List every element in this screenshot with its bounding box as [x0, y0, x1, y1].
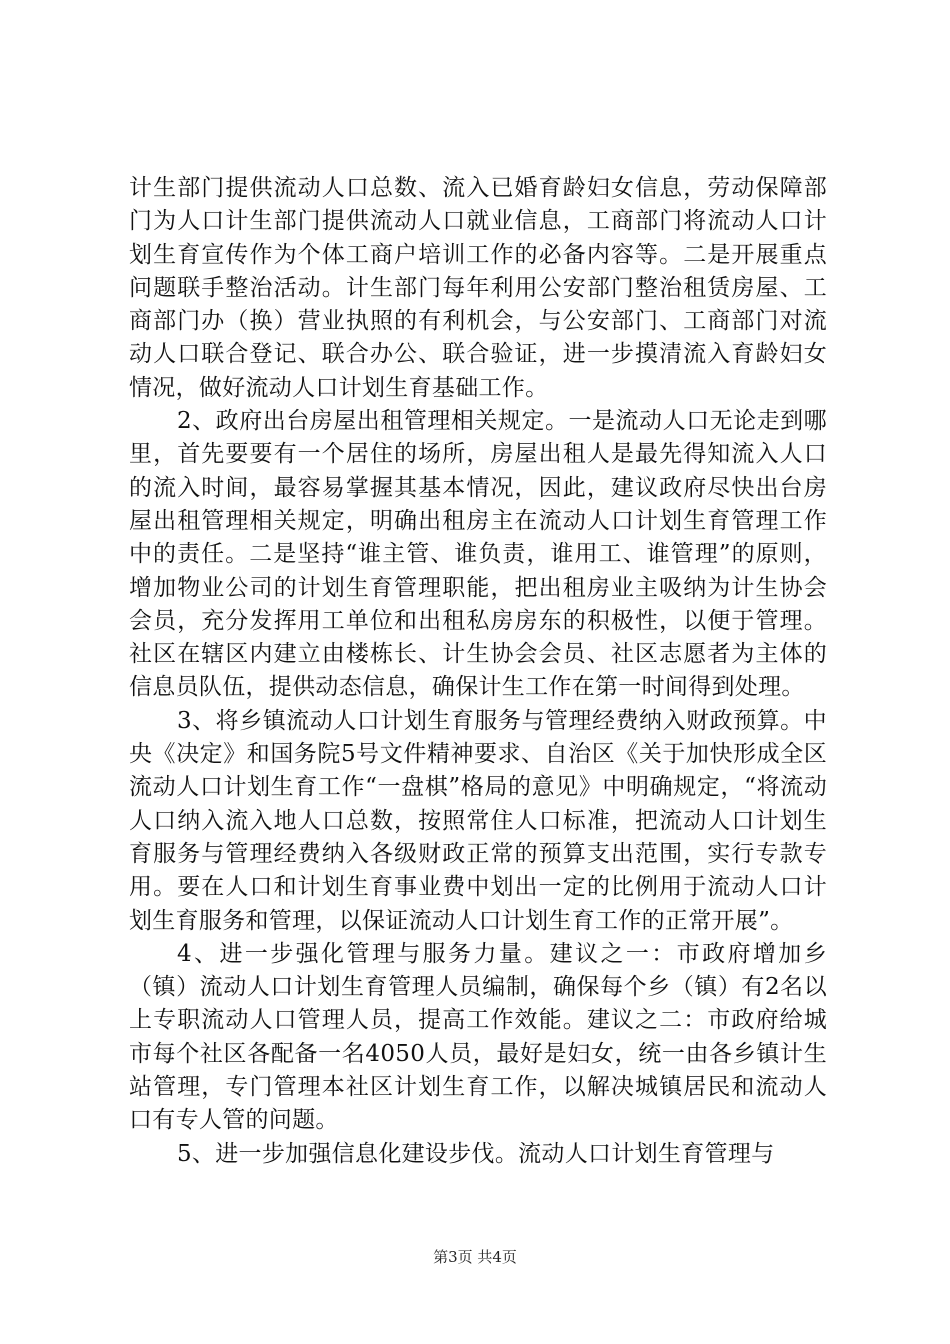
paragraph-3-budget-funding: 3、将乡镇流动人口计划生育服务与管理经费纳入财政预算。中央《决定》和国务院5号文件精神要求、自治区《关于加快形成全区流动人口计划生育工作“一盘棋”格局的意见》中明确规定，“将流动人口纳入流入地人口总数，按照常住人口标准，把流动人口计划生育服务与管理经费纳入各级财政正常的预算支出范围，实行专款专用。要在人口和计划生育事业费中划出一定的比例用于流动人口计划生育服务和管理，以保证流动人口计划生育工作的正常开展”。	[129, 707, 827, 934]
paragraph-5-informatization: 5、进一步加强信息化建设步伐。流动人口计划生育管理与	[177, 1140, 775, 1167]
page-footer-number: 第3页 共4页	[433, 1248, 517, 1266]
paragraph-2-rental-regulations: 2、政府出台房屋出租管理相关规定。一是流动人口无论走到哪里，首先要要有一个居住的场所，房屋出租人是最先得知流入人口的流入时间，最容易掌握其基本情况，因此，建议政府尽快出台房屋出租管理相关规定，明确出租房主在流动人口计划生育管理工作中的责任。二是坚持“谁主管、谁负责，谁用工、谁管理”的原则，增加物业公司的计划生育管理职能，把出租房业主吸纳为计生协会会员，充分发挥用工单位和出租私房房东的积极性，以便于管理。社区在辖区内建立由楼栋长、计生协会会员、社区志愿者为主体的信息员队伍，提供动态信息，确保计生工作在第一时间得到处理。	[129, 408, 827, 701]
paragraph-4-staffing: 4、进一步强化管理与服务力量。建议之一：市政府增加乡（镇）流动人口计划生育管理人员编制，确保每个乡（镇）有2名以上专职流动人口管理人员，提高工作效能。建议之二：市政府给城市每个社区各配备一名4050人员，最好是妇女，统一由各乡镇计生站管理，专门管理本社区计划生育工作，以解决城镇居民和流动人口有专人管的问题。	[129, 940, 827, 1134]
paragraph-1-continued: 计生部门提供流动人口总数、流入已婚育龄妇女信息，劳动保障部门为人口计生部门提供流动人口就业信息，工商部门将流动人口计划生育宣传作为个体工商户培训工作的必备内容等。二是开展重点问题联手整治活动。计生部门每年利用公安部门整治租赁房屋、工商部门办（换）营业执照的有利机会，与公安部门、工商部门对流动人口联合登记、联合办公、联合验证，进一步摸清流入育龄妇女情况，做好流动人口计划生育基础工作。	[129, 175, 827, 401]
document-body	[129, 172, 827, 1171]
